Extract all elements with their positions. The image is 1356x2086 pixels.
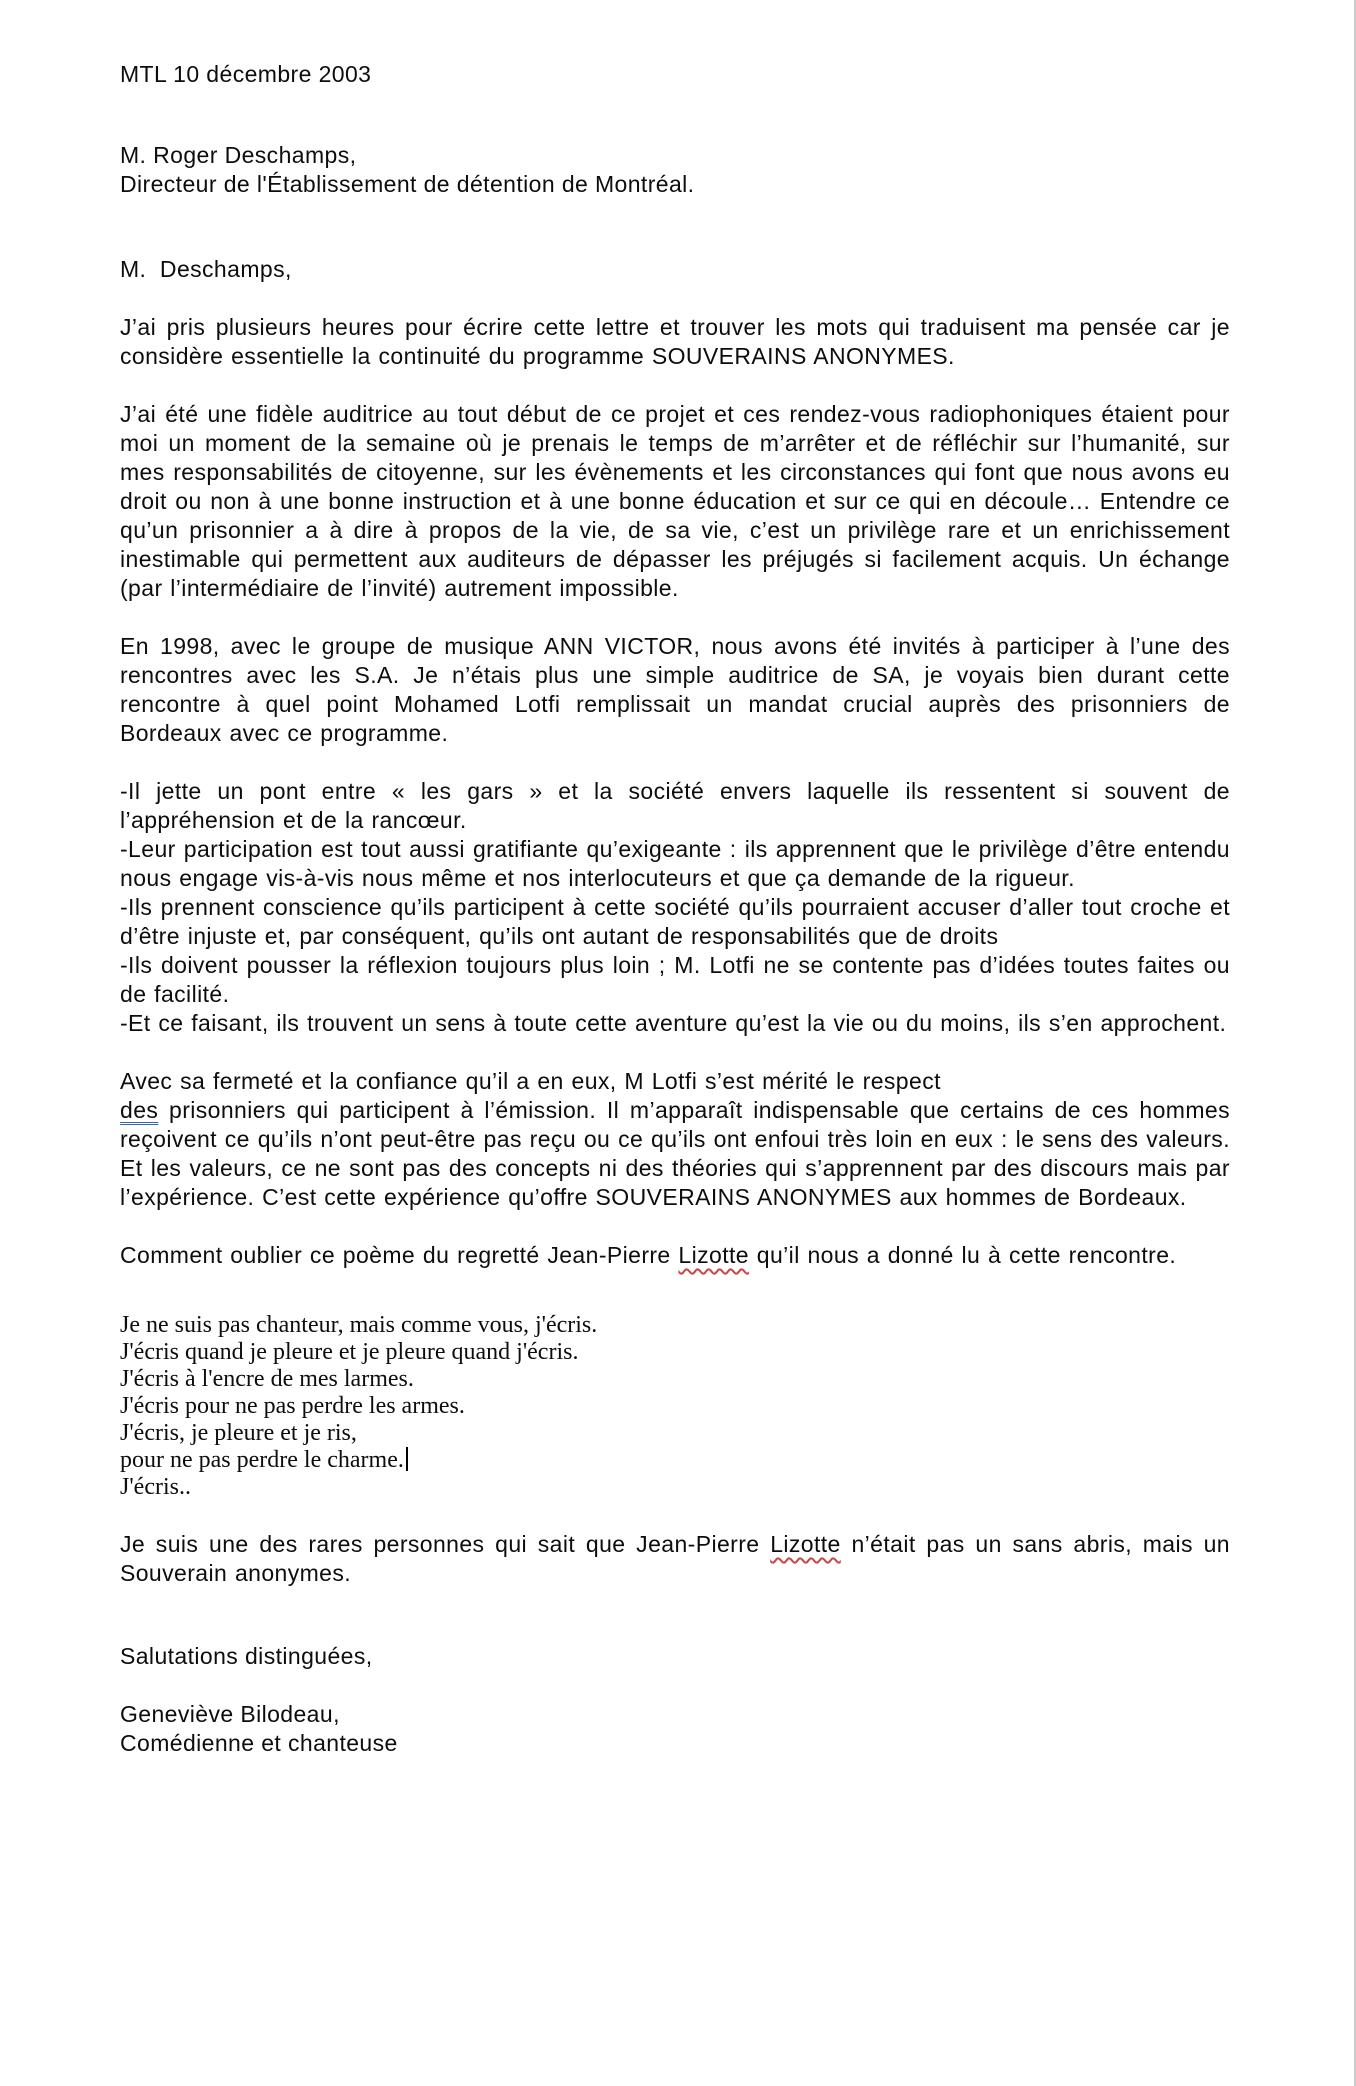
poem-intro-after: qu’il nous a donné lu à cette rencontre. xyxy=(749,1242,1177,1268)
poem xyxy=(120,1312,1230,1501)
paragraph-intro: J’ai pris plusieurs heures pour écrire cette lettre et trouver les mots qui traduisent ma pensée car je considère essentielle la continuité du programme SOUVERAINS ANONYMES. xyxy=(120,314,1230,369)
poem-line: J'écris pour ne pas perdre les armes. xyxy=(120,1393,465,1419)
identity-after: n’était pas un sans abris, mais un Souverain anonymes. xyxy=(120,1531,1230,1586)
letter-date: MTL 10 décembre 2003 xyxy=(120,61,372,87)
paragraph-listener: J’ai été une fidèle auditrice au tout début de ce projet et ces rendez-vous radiophoniques étaient pour moi un moment de la semaine où je prenais le temps de m’arrêter et de réfléchir sur l’humanité, sur mes responsabilités de citoyenne, sur les évènements et les circonstances qui font que nous avons eu droit ou non à une bonne instruction et à une bonne éducation et sur ce qui en découle… Entendre ce qu’un prisonnier a à dire à propos de la vie, de sa vie, c’est un privilège rare et un enrichissement inestimable qui permettent aux auditeurs de dépasser les préjugés si facilement acquis. Un échange (par l’intermédiaire de l’invité) autrement impossible. xyxy=(120,401,1230,601)
recipient-title: Directeur de l'Établissement de détention de Montréal. xyxy=(120,171,695,197)
grammar-flagged-word: des xyxy=(120,1097,159,1123)
misspelled-name: Lizotte xyxy=(678,1242,749,1268)
recipient-name: M. Roger Deschamps, xyxy=(120,142,357,168)
paragraph-respect xyxy=(120,1067,1230,1212)
poem-line: J'écris.. xyxy=(120,1474,191,1500)
poem-line: J'écris à l'encre de mes larmes. xyxy=(120,1366,414,1392)
paragraph-ann-victor: En 1998, avec le groupe de musique ANN VICTOR, nous avons été invités à participer à l’une des rencontres avec les S.A. Je n’étais plus une simple auditrice de SA, je voyais bien durant cette rencontre à quel point Mohamed Lotfi remplissait un mandat crucial auprès des prisonniers de Bordeaux avec ce programme. xyxy=(120,633,1230,746)
paragraph-poem-intro xyxy=(120,1241,1230,1270)
salutation: M. Deschamps, xyxy=(120,256,292,282)
point-item-participation: -Leur participation est tout aussi gratifiante qu’exigeante : ils apprennent que le privilège d’être entendu nous engage vis-à-vis nous même et nos interlocuteurs et que ça demande de la rigueur. xyxy=(120,836,1230,891)
signature-role: Comédienne et chanteuse xyxy=(120,1730,398,1756)
poem-intro-before: Comment oublier ce poème du regretté Jean-Pierre xyxy=(120,1242,679,1268)
point-item-conscience: -Ils prennent conscience qu’ils participent à cette société qu’ils pourraient accuser d’aller tout croche et d’être injuste et, par conséquent, qu’ils ont autant de responsabilités que de droits xyxy=(120,894,1230,949)
poem-line-text: pour ne pas perdre le charme. xyxy=(120,1447,404,1473)
respect-rest: prisonniers qui participent à l’émission. Il m’apparaît indispensable que certains de ces hommes reçoivent ce qu’ils n’ont peut-être pas reçu ou ce qu’ils ont enfoui très loin en eux : le sens des valeurs. Et les valeurs, ce ne sont pas des concepts ni des théories qui s’apprennent par des discours mais par l’expérience. C’est cette expérience qu’offre SOUVERAINS ANONYMES aux hommes de Bordeaux. xyxy=(120,1097,1230,1210)
point-item-bridge: -Il jette un pont entre « les gars » et la société envers laquelle ils ressentent si souvent de l’appréhension et de la rancœur. xyxy=(120,778,1230,833)
point-item-reflexion: -Ils doivent pousser la réflexion toujours plus loin ; M. Lotfi ne se contente pas d’idées toutes faites ou de facilité. xyxy=(120,952,1230,1007)
points-list xyxy=(120,777,1230,1038)
poem-line: J'écris quand je pleure et je pleure quand j'écris. xyxy=(120,1339,579,1365)
text-cursor xyxy=(406,1447,408,1471)
closing-salutation: Salutations distinguées, xyxy=(120,1643,373,1669)
identity-before: Je suis une des rares personnes qui sait que Jean-Pierre xyxy=(120,1531,771,1557)
signature-name: Geneviève Bilodeau, xyxy=(120,1701,340,1727)
respect-line1: Avec sa fermeté et la confiance qu’il a en eux, M Lotfi s’est mérité le respect xyxy=(120,1068,941,1094)
poem-line xyxy=(120,1447,1230,1474)
point-item-sens: -Et ce faisant, ils trouvent un sens à toute cette aventure qu’est la vie ou du moins, ils s’en approchent. xyxy=(120,1010,1227,1036)
poem-line: J'écris, je pleure et je ris, xyxy=(120,1420,357,1446)
misspelled-name: Lizotte xyxy=(770,1531,841,1557)
signature-block xyxy=(120,1700,1230,1758)
recipient-block xyxy=(120,141,1230,199)
poem-line: Je ne suis pas chanteur, mais comme vous, j'écris. xyxy=(120,1312,598,1338)
paragraph-identity xyxy=(120,1530,1230,1588)
